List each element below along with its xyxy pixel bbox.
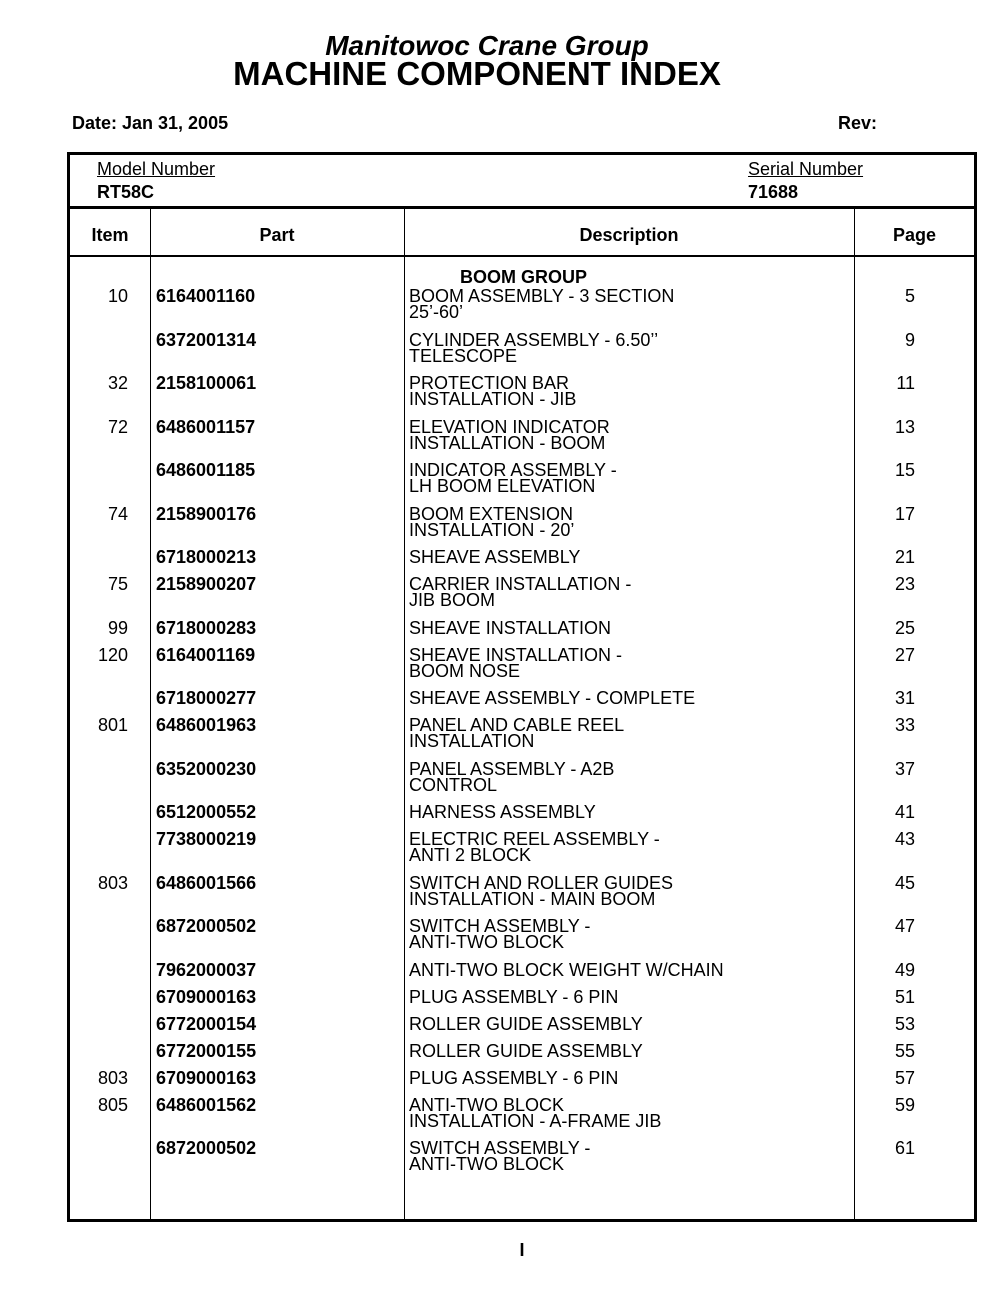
row-page: 37 — [894, 758, 915, 779]
row-part-number: 6512000552 — [156, 802, 257, 822]
row-description — [409, 986, 849, 1007]
serial-number-label: Serial Number — [748, 159, 864, 179]
row-description-line: ROLLER GUIDE ASSEMBLY — [409, 1013, 643, 1034]
row-description-line: CONTROL — [409, 774, 498, 795]
row-description — [409, 1140, 849, 1172]
row-page: 45 — [894, 872, 915, 893]
row-description-line: ROLLER GUIDE ASSEMBLY — [409, 1040, 643, 1061]
row-part-number: 6872000502 — [156, 916, 257, 936]
row-part-number: 6718000277 — [156, 688, 257, 708]
column-header-description: Description — [579, 225, 679, 245]
row-item: 75 — [107, 574, 128, 594]
row-description-line: INSTALLATION - BOOM — [409, 432, 606, 453]
row-item: 120 — [97, 644, 128, 665]
column-header-item: Item — [91, 225, 129, 245]
row-description-line: ELEVATION INDICATOR — [409, 416, 610, 437]
row-description — [409, 416, 849, 453]
column-header-divider — [70, 255, 974, 257]
column-divider-item — [150, 209, 151, 1219]
row-part-number: 6486001566 — [156, 872, 257, 893]
group-title: BOOM GROUP — [460, 267, 588, 287]
row-description-line: ANTI-TWO BLOCK WEIGHT W/CHAIN — [409, 959, 724, 980]
row-page: 55 — [894, 1040, 915, 1061]
row-part-number: 7738000219 — [156, 829, 257, 849]
row-description-line: ANTI-TWO BLOCK — [409, 932, 565, 952]
row-description — [409, 758, 849, 795]
row-description-line: INSTALLATION - MAIN BOOM — [409, 888, 656, 909]
row-description-line: SHEAVE ASSEMBLY — [409, 547, 581, 567]
row-description-line: PLUG ASSEMBLY - 6 PIN — [409, 986, 619, 1007]
column-header-page: Page — [892, 225, 937, 245]
row-page: 51 — [894, 986, 915, 1007]
row-part-number: 2158100061 — [156, 373, 257, 393]
row-item: 72 — [107, 416, 128, 437]
row-description — [409, 644, 849, 681]
row-description — [409, 1067, 849, 1088]
row-description-line: SHEAVE ASSEMBLY - COMPLETE — [409, 688, 696, 708]
row-page: 21 — [894, 547, 915, 567]
row-page: 11 — [896, 373, 915, 393]
row-description — [409, 329, 849, 366]
row-description-line: ELECTRIC REEL ASSEMBLY - — [409, 829, 660, 849]
row-description — [409, 375, 849, 407]
row-part-number: 6164001169 — [156, 644, 256, 665]
row-page: 53 — [894, 1013, 915, 1034]
row-description — [409, 959, 849, 980]
model-number-value: RT58C — [97, 182, 155, 202]
row-description — [409, 918, 849, 950]
row-part-number: 6486001562 — [156, 1094, 257, 1115]
row-description — [409, 288, 849, 320]
row-description-line: SHEAVE INSTALLATION — [409, 617, 612, 638]
row-page: 61 — [894, 1138, 915, 1158]
row-item: 10 — [107, 286, 128, 306]
row-page: 23 — [894, 574, 915, 594]
row-description-line: CYLINDER ASSEMBLY - 6.50’’ — [409, 329, 659, 350]
row-description — [409, 617, 849, 638]
row-page: 17 — [894, 503, 915, 524]
row-description-line: ANTI-TWO BLOCK — [409, 1094, 565, 1115]
column-header-part: Part — [259, 225, 295, 245]
row-part-number: 6372001314 — [156, 329, 257, 350]
row-description — [409, 1013, 849, 1034]
row-description-line: BOOM ASSEMBLY - 3 SECTION — [409, 286, 675, 306]
row-part-number: 6352000230 — [156, 758, 257, 779]
row-description-line: BOOM NOSE — [409, 660, 521, 681]
row-item: 803 — [97, 1067, 128, 1088]
row-page: 15 — [894, 460, 915, 480]
row-description — [409, 462, 849, 494]
row-page: 49 — [894, 959, 915, 980]
row-description-line: INSTALLATION - A-FRAME JIB — [409, 1110, 662, 1131]
row-description — [409, 804, 849, 820]
row-page: 31 — [894, 688, 915, 708]
row-description-line: INSTALLATION - JIB — [409, 389, 577, 409]
row-part-number: 6709000163 — [156, 986, 257, 1007]
row-page: 25 — [894, 617, 915, 638]
model-number-label: Model Number — [97, 159, 216, 179]
document-title: MACHINE COMPONENT INDEX — [233, 55, 721, 92]
row-page: 5 — [904, 286, 915, 306]
row-part-number: 6718000283 — [156, 617, 257, 638]
row-description — [409, 1040, 849, 1061]
row-part-number: 6872000502 — [156, 1138, 257, 1158]
row-part-number: 6718000213 — [156, 547, 257, 567]
row-description — [409, 1094, 849, 1131]
row-page: 59 — [894, 1094, 915, 1115]
row-item: 805 — [97, 1094, 128, 1115]
row-page: 47 — [894, 916, 915, 936]
row-part-number: 6772000155 — [156, 1040, 257, 1061]
row-item: 99 — [107, 617, 128, 638]
page-number: I — [519, 1240, 525, 1260]
row-page: 43 — [894, 829, 915, 849]
row-item: 803 — [97, 872, 128, 893]
row-description-line: INSTALLATION — [409, 731, 535, 751]
row-description-line: PROTECTION BAR — [409, 373, 570, 393]
date-label: Date: Jan 31, 2005 — [72, 113, 229, 133]
row-description-line: SWITCH ASSEMBLY - — [409, 1138, 591, 1158]
row-description — [409, 717, 849, 749]
index-table — [67, 152, 977, 1222]
row-description-line: PLUG ASSEMBLY - 6 PIN — [409, 1067, 619, 1088]
row-description — [409, 576, 849, 608]
row-item: 801 — [97, 715, 128, 735]
header-divider — [70, 206, 974, 209]
row-description — [409, 549, 849, 565]
row-description-line: JIB BOOM — [409, 590, 496, 610]
row-page: 33 — [894, 715, 915, 735]
row-description-line: HARNESS ASSEMBLY — [409, 802, 596, 822]
row-description-line: PANEL ASSEMBLY - A2B — [409, 758, 615, 779]
row-description — [409, 831, 849, 863]
row-description-line: SHEAVE INSTALLATION - — [409, 644, 623, 665]
row-description-line: INDICATOR ASSEMBLY - — [409, 460, 617, 480]
row-part-number: 6164001160 — [156, 286, 256, 306]
row-page: 27 — [894, 644, 915, 665]
row-description-line: BOOM EXTENSION — [409, 503, 574, 524]
row-description-line: LH BOOM ELEVATION — [409, 476, 596, 496]
serial-number-value: 71688 — [748, 182, 799, 202]
row-item: 32 — [107, 373, 128, 393]
row-description-line: TELESCOPE — [409, 345, 518, 366]
row-description-line: PANEL AND CABLE REEL — [409, 715, 625, 735]
row-description-line: INSTALLATION - 20’ — [409, 519, 575, 540]
row-description-line: ANTI 2 BLOCK — [409, 845, 532, 865]
row-part-number: 2158900176 — [156, 503, 257, 524]
row-description-line: 25’-60’ — [409, 302, 464, 322]
column-divider-part — [404, 209, 405, 1219]
row-part-number: 6709000163 — [156, 1067, 257, 1088]
row-page: 9 — [904, 329, 915, 350]
row-item: 74 — [107, 503, 128, 524]
rev-label: Rev: — [838, 113, 878, 133]
row-part-number: 7962000037 — [156, 959, 257, 980]
row-description-line: SWITCH ASSEMBLY - — [409, 916, 591, 936]
company-name: Manitowoc Crane Group — [325, 30, 649, 61]
row-description — [409, 503, 849, 540]
column-divider-description — [854, 209, 855, 1219]
row-page: 57 — [894, 1067, 915, 1088]
row-description — [409, 872, 849, 909]
row-description — [409, 690, 849, 706]
row-description-line: SWITCH AND ROLLER GUIDES — [409, 872, 674, 893]
row-page: 41 — [894, 802, 915, 822]
row-part-number: 6486001963 — [156, 715, 257, 735]
row-description-line: CARRIER INSTALLATION - — [409, 574, 632, 594]
row-part-number: 2158900207 — [156, 574, 257, 594]
row-page: 13 — [894, 416, 915, 437]
row-description-line: ANTI-TWO BLOCK — [409, 1154, 565, 1174]
row-part-number: 6486001157 — [156, 416, 256, 437]
row-part-number: 6772000154 — [156, 1013, 257, 1034]
row-part-number: 6486001185 — [156, 460, 256, 480]
